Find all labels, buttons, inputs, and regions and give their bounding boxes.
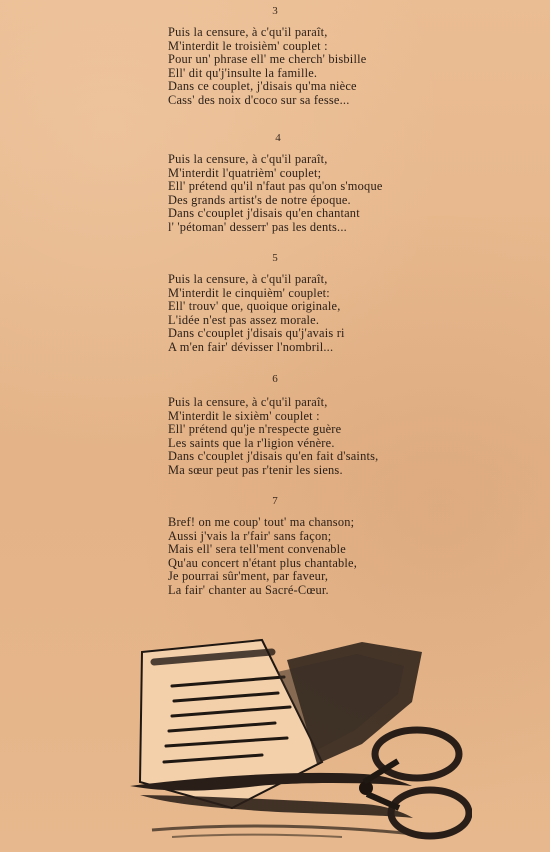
stanza-number-6: 6	[272, 373, 278, 385]
verse-line: L'idée n'est pas assez morale.	[168, 312, 320, 327]
verse-line: Puis la censure, à c'qu'il paraît,	[168, 272, 328, 286]
verse-line: l' 'pétoman' desserr' pas les dents...	[168, 219, 347, 234]
verse-line: Des grands artist's de notre époque.	[168, 192, 351, 207]
stanza-3	[168, 26, 468, 108]
stanza-number-4: 4	[275, 132, 281, 144]
verse-line: Puis la censure, à c'qu'il paraît,	[168, 25, 328, 39]
verse-line: Les saints que la r'ligion vénère.	[168, 435, 335, 450]
stanza-6	[168, 396, 468, 478]
verse-line: Dans ce couplet, j'disais qu'ma nièce	[168, 79, 357, 94]
scissors-cutting-paper-icon	[112, 632, 472, 847]
verse-line: Ell' prétend qu'il n'faut pas qu'on s'moque	[168, 179, 383, 194]
stanza-4	[168, 153, 468, 235]
verse-line: Je pourrai sûr'ment, par faveur,	[168, 569, 329, 584]
stanza-5	[168, 273, 468, 355]
verse-line: M'interdit l'quatrièm' couplet;	[168, 165, 322, 180]
stanza-number-3: 3	[272, 5, 278, 17]
verse-line: Puis la censure, à c'qu'il paraît,	[168, 395, 328, 409]
verse-line: Aussi j'vais la r'fair' sans façon;	[168, 528, 332, 543]
verse-line: A m'en fair' dévisser l'nombril...	[168, 339, 334, 354]
verse-line: Ma sœur peut pas r'tenir les siens.	[168, 462, 343, 477]
verse-line: La fair' chanter au Sacré-Cœur.	[168, 582, 329, 597]
verse-line: Bref! on me coup' tout' ma chanson;	[168, 515, 355, 529]
stanza-number-5: 5	[272, 252, 278, 264]
verse-line: Puis la censure, à c'qu'il paraît,	[168, 152, 328, 166]
verse-line: Dans c'couplet j'disais qu'en chantant	[168, 206, 360, 221]
verse-line: Ell' trouv' que, quoique originale,	[168, 299, 341, 314]
stanza-number-7: 7	[272, 495, 278, 507]
verse-line: Cass' des noix d'coco sur sa fesse...	[168, 92, 350, 107]
verse-line: Pour un' phrase ell' me cherch' bisbille	[168, 52, 367, 67]
verse-line: M'interdit le cinquièm' couplet:	[168, 285, 330, 300]
verse-line: M'interdit le sixièm' couplet :	[168, 408, 320, 423]
stanza-7	[168, 516, 468, 598]
verse-line: Dans c'couplet j'disais qu'j'avais ri	[168, 326, 345, 341]
verse-line: Ell' dit qu'j'insulte la famille.	[168, 65, 318, 80]
verse-line: M'interdit le troisièm' couplet :	[168, 38, 328, 53]
verse-line: Qu'au concert n'étant plus chantable,	[168, 555, 358, 570]
verse-line: Ell' prétend qu'je n'respecte guère	[168, 422, 342, 437]
verse-line: Mais ell' sera tell'ment convenable	[168, 542, 346, 557]
verse-line: Dans c'couplet j'disais qu'en fait d'saints,	[168, 449, 379, 464]
